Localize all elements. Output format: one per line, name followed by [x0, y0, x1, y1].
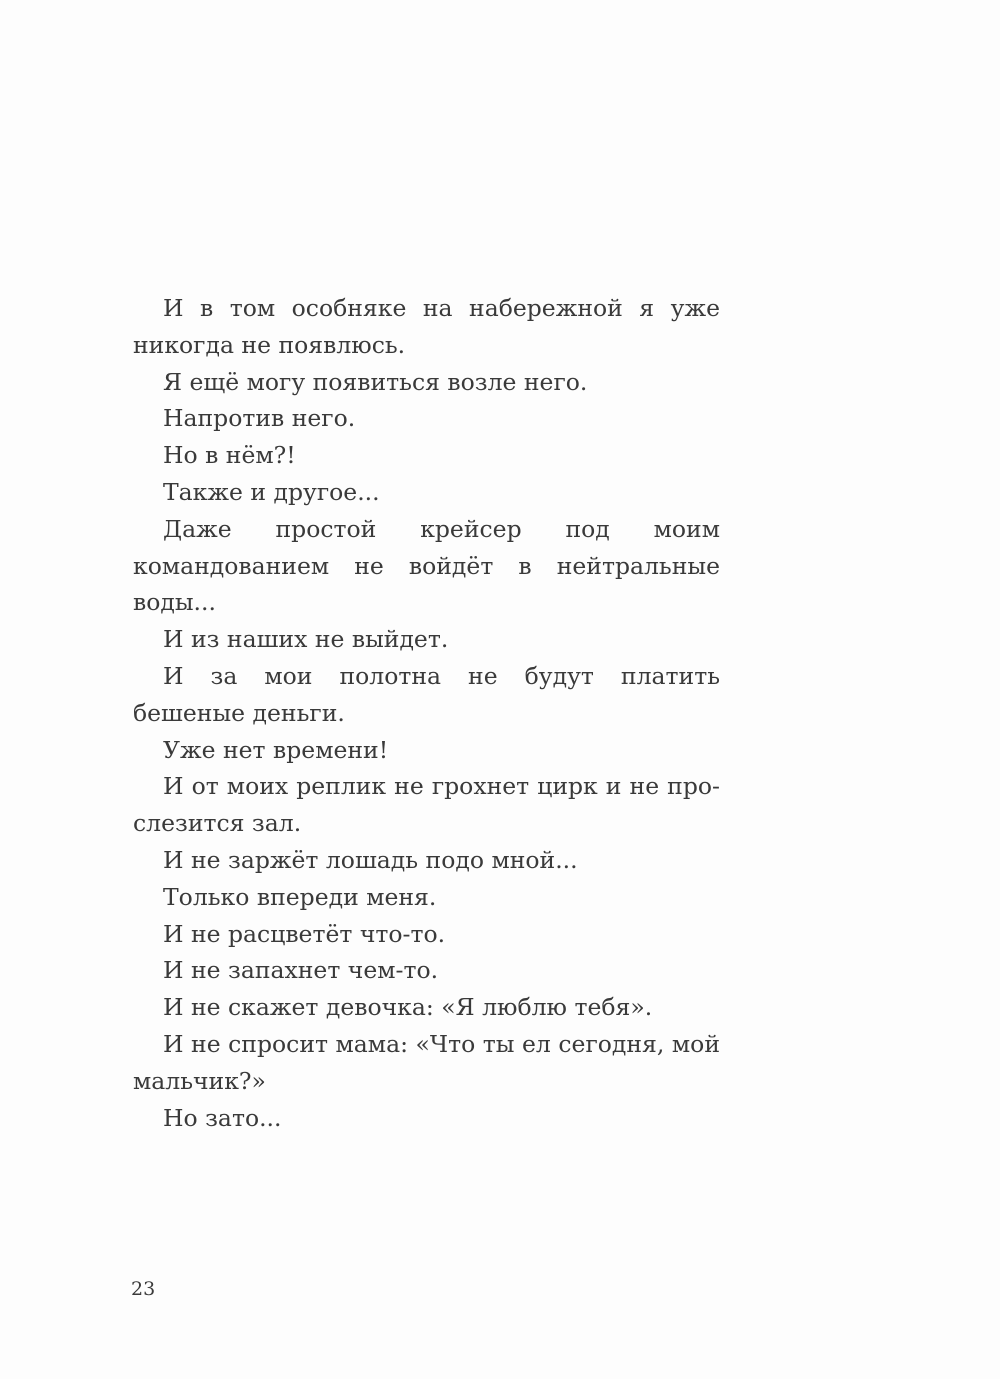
paragraph: И не спросит мама: «Что ты ел сегодня, мой мальчик?» — [133, 1029, 720, 1095]
paragraph: И не запахнет чем-то. — [163, 956, 439, 985]
paragraph: И в том особняке на набережной я уже никогда не появлюсь. — [133, 294, 720, 359]
paragraph: Уже нет времени! — [163, 735, 389, 764]
paragraph: Напротив него. — [163, 404, 356, 433]
paragraph: Только впереди меня. — [163, 882, 437, 911]
paragraph: И не заржёт лошадь подо мной... — [163, 845, 578, 874]
paragraph: И за мои полотна не будут платить бешеные деньги. — [133, 661, 720, 727]
page-number: 23 — [131, 1278, 156, 1300]
paragraph: И из наших не выйдет. — [163, 625, 449, 654]
paragraph: Я ещё могу появиться возле него. — [163, 367, 588, 396]
paragraph: Но зато... — [163, 1103, 282, 1132]
paragraph: И не расцветёт что-то. — [163, 919, 446, 948]
body-text — [133, 290, 720, 1136]
paragraph: Но в нём?! — [163, 441, 296, 470]
paragraph: Также и другое... — [163, 477, 380, 506]
paragraph: Даже простой крейсер под моим командованием не войдёт в нейтральные воды... — [133, 514, 720, 617]
paragraph: И от моих реплик не грохнет цирк и не прослезится зал. — [133, 772, 720, 838]
paragraph: И не скажет девочка: «Я люблю тебя». — [163, 993, 653, 1022]
